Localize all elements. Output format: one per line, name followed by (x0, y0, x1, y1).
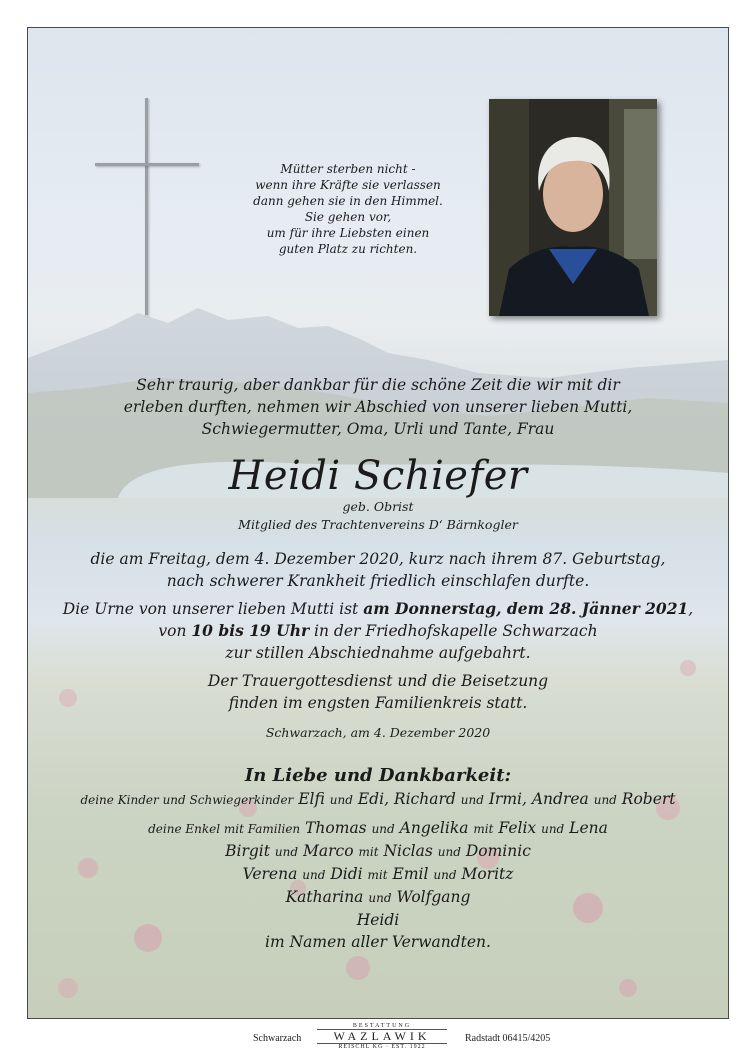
family-name: Richard (393, 790, 456, 808)
intro-text (28, 374, 728, 440)
family-name: Robert (621, 790, 676, 808)
portrait-photo (489, 99, 657, 316)
poem-line: dann gehen sie in den Himmel. (253, 194, 443, 208)
family-line (28, 863, 728, 886)
family-name: Elfi (298, 790, 325, 808)
family-name: Dominic (465, 842, 531, 860)
urn-line: zur stillen Abschiednahme aufgebahrt. (225, 644, 531, 662)
family-name: Marco (303, 842, 354, 860)
poem-line: um für ihre Liebsten einen (266, 226, 430, 240)
family-name: Verena (242, 865, 298, 883)
intro-line: Schwiegermutter, Oma, Urli und Tante, Frau (201, 420, 555, 438)
family-name: Katharina (285, 888, 364, 906)
conjunction: und (371, 822, 395, 836)
conjunction: und (541, 822, 565, 836)
family-name: Andrea (531, 790, 589, 808)
poem-line: Sie gehen vor, (304, 210, 392, 224)
family-name: Felix (498, 819, 537, 837)
announcement-body (28, 374, 728, 953)
intro-line: erleben durften, nehmen wir Abschied von unserer lieben Mutti, (123, 398, 633, 416)
funeral-home-logo (317, 1023, 447, 1050)
family-line (28, 840, 728, 863)
urn-text: , (688, 600, 694, 618)
urn-line (28, 598, 728, 620)
poem-line: Mütter sterben nicht - (280, 162, 416, 176)
logo-top-text: BESTATTUNG (352, 1023, 412, 1029)
urn-notice (28, 598, 728, 664)
cross-icon-bar (95, 163, 199, 166)
family-name: Lena (569, 819, 608, 837)
family-list (28, 788, 728, 953)
family-name: Emil (392, 865, 429, 883)
urn-text: in der Friedhofskapelle Schwarzach (309, 622, 598, 640)
family-name: Moritz (461, 865, 514, 883)
place-date: Schwarzach, am 4. Dezember 2020 (265, 725, 491, 740)
urn-text: Die Urne von unserer lieben Mutti ist (62, 600, 364, 618)
thanks-heading: In Liebe und Dankbarkeit: (244, 765, 512, 786)
family-name: Angelika (399, 819, 469, 837)
conjunction: und (460, 793, 484, 807)
conjunction: mit (367, 868, 388, 882)
family-name: Wolfgang (396, 888, 471, 906)
conjunction: und (274, 845, 299, 859)
urn-time: 10 bis 19 Uhr (191, 621, 310, 640)
cross-icon (145, 98, 148, 315)
family-line-relatives: im Namen aller Verwandten. (265, 933, 491, 951)
urn-line (28, 620, 728, 642)
parte-frame (27, 27, 729, 1019)
death-line: nach schwerer Krankheit friedlich einschlafen durfte. (166, 572, 590, 590)
service-line: Der Trauergottesdienst und die Beisetzung (207, 672, 549, 690)
death-notice (28, 548, 728, 592)
family-name: Irmi (488, 790, 522, 808)
conjunction: und (368, 891, 392, 905)
service-line: finden im engsten Familienkreis statt. (228, 694, 528, 712)
logo-name: WAZLAWIK (317, 1029, 447, 1044)
family-name: Didi (330, 865, 363, 883)
deceased-name: Heidi Schiefer (228, 453, 528, 499)
intro-line: Sehr traurig, aber dankbar für die schöne Zeit die wir mit dir (136, 376, 620, 394)
footer (27, 1022, 729, 1052)
conjunction: und (593, 793, 617, 807)
service-notice (28, 670, 728, 714)
death-line: die am Freitag, dem 4. Dezember 2020, kurz nach ihrem 87. Geburtstag, (90, 550, 666, 568)
poem-line: guten Platz zu richten. (278, 242, 418, 256)
family-name: Thomas (305, 819, 367, 837)
family-line-heidi: Heidi (356, 911, 400, 929)
conjunction: und (437, 845, 461, 859)
conjunction: mit (358, 845, 379, 859)
poem-line: wenn ihre Kräfte sie verlassen (255, 178, 441, 192)
family-line (28, 886, 728, 909)
role-label: deine Enkel mit Familien (148, 822, 301, 836)
urn-date: am Donnerstag, dem 28. Jänner 2021 (363, 599, 689, 618)
poem (228, 161, 468, 257)
role-label: deine Kinder und Schwiegerkinder (80, 793, 294, 807)
family-name: Birgit (225, 842, 270, 860)
family-name: Niclas (383, 842, 433, 860)
birth-name: geb. Obrist (342, 499, 414, 514)
footer-location-right: Radstadt 06415/4205 (465, 1033, 551, 1044)
conjunction: und (329, 793, 353, 807)
family-line-children: deine Kinder und Schwiegerkinder Elfi und Edi, Richard und Irmi, Andrea und Robert (80, 790, 676, 808)
family-name: Edi (357, 790, 385, 808)
footer-location-left: Schwarzach (253, 1033, 302, 1044)
conjunction: und (433, 868, 457, 882)
conjunction: mit (473, 822, 494, 836)
urn-text: von (158, 622, 192, 640)
membership: Mitglied des Trachtenvereins D‘ Bärnkogler (238, 517, 518, 532)
conjunction: und (302, 868, 326, 882)
logo-bottom-text: REISCHL KG · EST. 1922 (338, 1044, 426, 1050)
family-line-grandchildren (28, 817, 728, 840)
